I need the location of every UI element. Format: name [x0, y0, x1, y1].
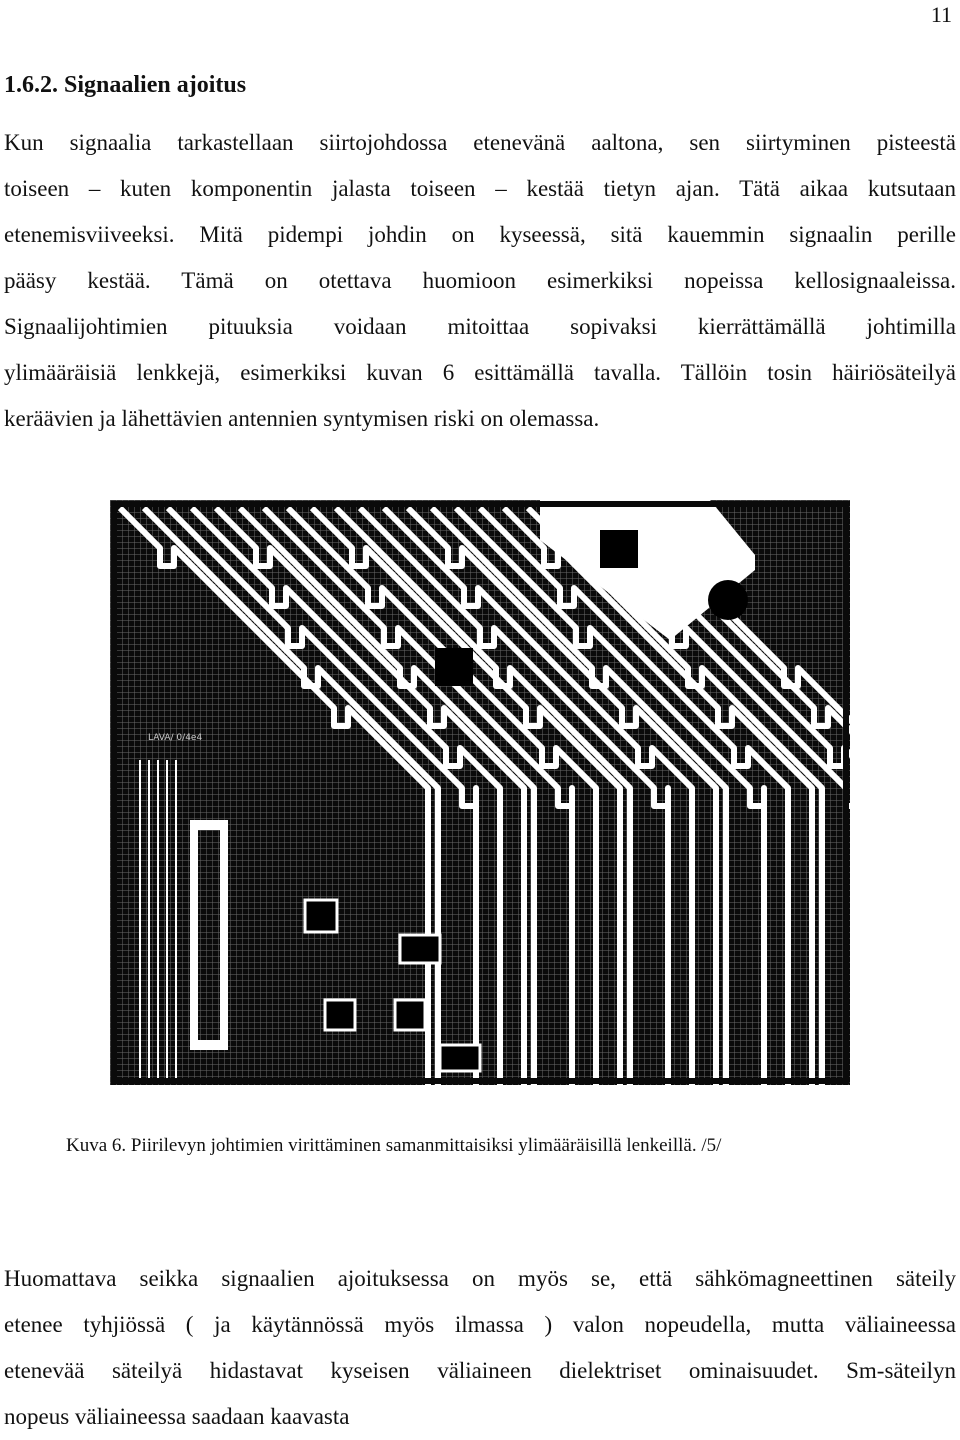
- paragraph-line: pääsy kestää. Tämä on otettava huomioon esimerkiksi nopeissa kellosignaaleissa.: [4, 268, 956, 293]
- paragraph-1: [4, 120, 956, 442]
- paragraph-line: toiseen – kuten komponentin jalasta toiseen – kestää tietyn ajan. Tätä aikaa kutsutaan: [4, 176, 956, 201]
- paragraph-line: Huomattava seikka signaalien ajoituksessa on myös se, että sähkömagneettinen säteily: [4, 1266, 956, 1291]
- ic-pad: [600, 530, 638, 568]
- ic-pad: [395, 1000, 425, 1030]
- ic-pad: [440, 1045, 480, 1071]
- paragraph-2: [4, 1256, 956, 1440]
- board-label: LAVA/ 0/4e4: [148, 733, 203, 743]
- pcb-image: [110, 500, 850, 1085]
- paragraph-line: Kun signaalia tarkastellaan siirtojohdossa etenevänä aaltona, sen siirtyminen pisteestä: [4, 130, 956, 155]
- ic-pad: [435, 648, 473, 686]
- paragraph-line: etenee tyhjiössä ( ja käytännössä myös ilmassa ) valon nopeudella, mutta väliaineessa: [4, 1312, 956, 1337]
- paragraph-line: etenevää säteilyä hidastavat kyseisen väliaineen dielektriset ominaisuudet. Sm-säteilyn: [4, 1358, 956, 1383]
- paragraph-line: nopeus väliaineessa saadaan kaavasta: [4, 1404, 350, 1429]
- ic-pad: [325, 1000, 355, 1030]
- paragraph-line: ylimääräisiä lenkkejä, esimerkiksi kuvan 6 esittämällä tavalla. Tällöin tosin häiriösäteilyä: [4, 360, 956, 385]
- ic-pad: [400, 935, 440, 963]
- figure-caption: Kuva 6. Piirilevyn johtimien virittäminen samanmittaisiksi ylimääräisillä lenkeillä. /5/: [66, 1135, 722, 1156]
- pcb-figure: [110, 500, 850, 1085]
- ic-pad: [305, 900, 337, 932]
- section-heading: 1.6.2. Signaalien ajoitus: [4, 72, 247, 98]
- page-number: 11: [930, 2, 952, 27]
- paragraph-line: etenemisviiveeksi. Mitä pidempi johdin on kyseessä, sitä kauemmin signaalin perille: [4, 222, 956, 247]
- via-pad: [708, 580, 748, 620]
- connector-body: [198, 830, 220, 1040]
- paragraph-line: Signaalijohtimien pituuksia voidaan mitoittaa sopivaksi kierrättämällä johtimilla: [4, 314, 956, 339]
- paragraph-line: keräävien ja lähettävien antennien syntymisen riski on olemassa.: [4, 406, 600, 431]
